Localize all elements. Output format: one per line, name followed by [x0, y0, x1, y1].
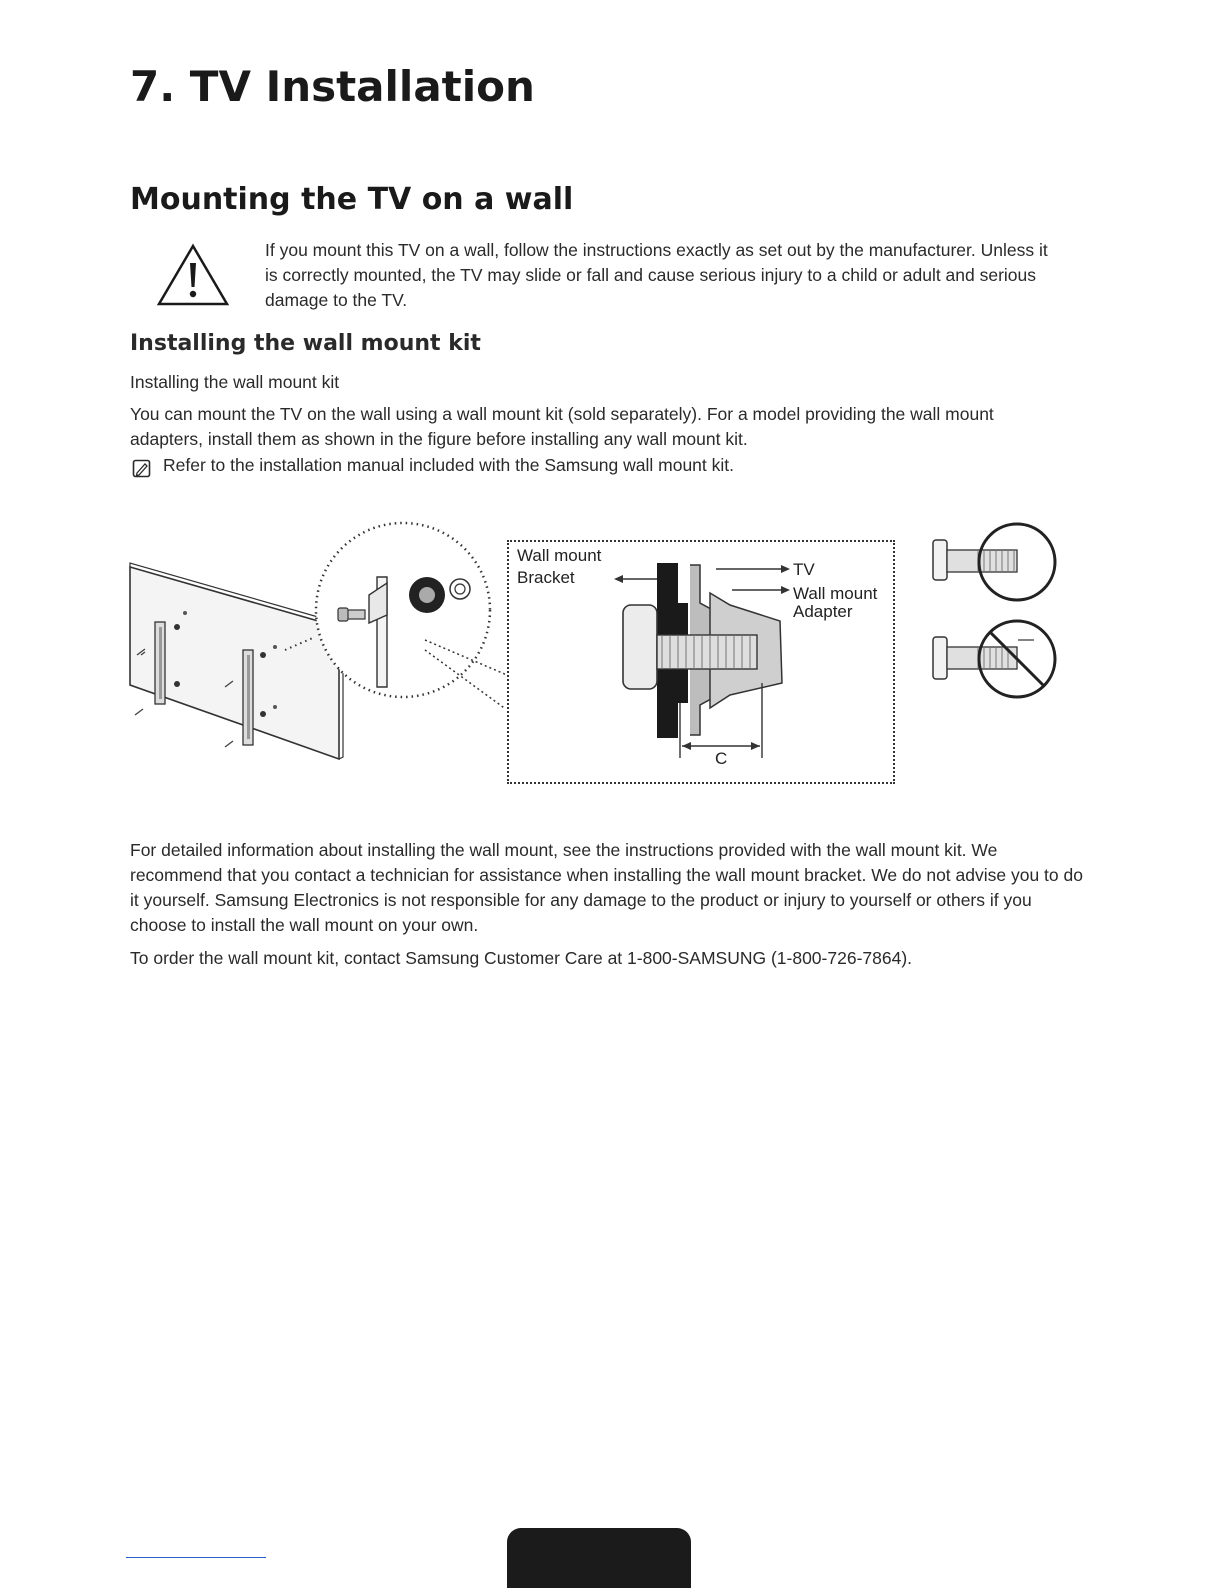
note-text: Refer to the installation manual included with the Samsung wall mount kit. [163, 455, 734, 475]
correct-screw-fit-icon [928, 520, 1060, 604]
bottom-paragraph-1: For detailed information about installing the wall mount, see the instructions provided with the wall mount kit. We recommend that you contact a technician for assistance when installing the wall mount bracket. We do not advise you to do it yourself. Samsung Electronics is not responsible for any damage to the product or injury to yourself or others if you choose to install the wall mount on your own. [130, 840, 1083, 935]
warning-triangle-icon [156, 243, 230, 307]
bottom-paragraph-2: To order the wall mount kit, contact Samsung Customer Care at 1-800-SAMSUNG (1-800-726-7864). [130, 948, 913, 968]
label-adapter-line1: Wall mount [793, 584, 878, 603]
tv-wall-mount-illustration [125, 515, 505, 785]
intro-line: Installing the wall mount kit [130, 372, 340, 392]
chapter-title: 7. TV Installation [130, 62, 535, 111]
label-bracket-line1: Wall mount [517, 546, 602, 565]
body-paragraph: You can mount the TV on the wall using a wall mount kit (sold separately). For a model providing the wall mount adapters, install them as shown in the figure before installing any wall mount kit. [130, 404, 994, 449]
footer-link-underline [126, 1557, 266, 1558]
incorrect-screw-fit-icon [928, 615, 1060, 705]
warning-text: If you mount this TV on a wall, follow the instructions exactly as set out by the manufacturer. Unless it is correctly mounted, the TV may slide or fall and cause serious injury to a child or adult and serious damage to the TV. [265, 240, 1048, 310]
note-icon [132, 459, 152, 479]
label-tv: TV [793, 560, 815, 579]
label-dimension-c: C [715, 749, 728, 768]
page-number-tab [507, 1528, 691, 1588]
subsection-title: Installing the wall mount kit [130, 331, 481, 356]
label-bracket-line2: Bracket [517, 568, 575, 587]
label-adapter-line2: Adapter [793, 602, 853, 621]
section-title: Mounting the TV on a wall [130, 182, 574, 217]
